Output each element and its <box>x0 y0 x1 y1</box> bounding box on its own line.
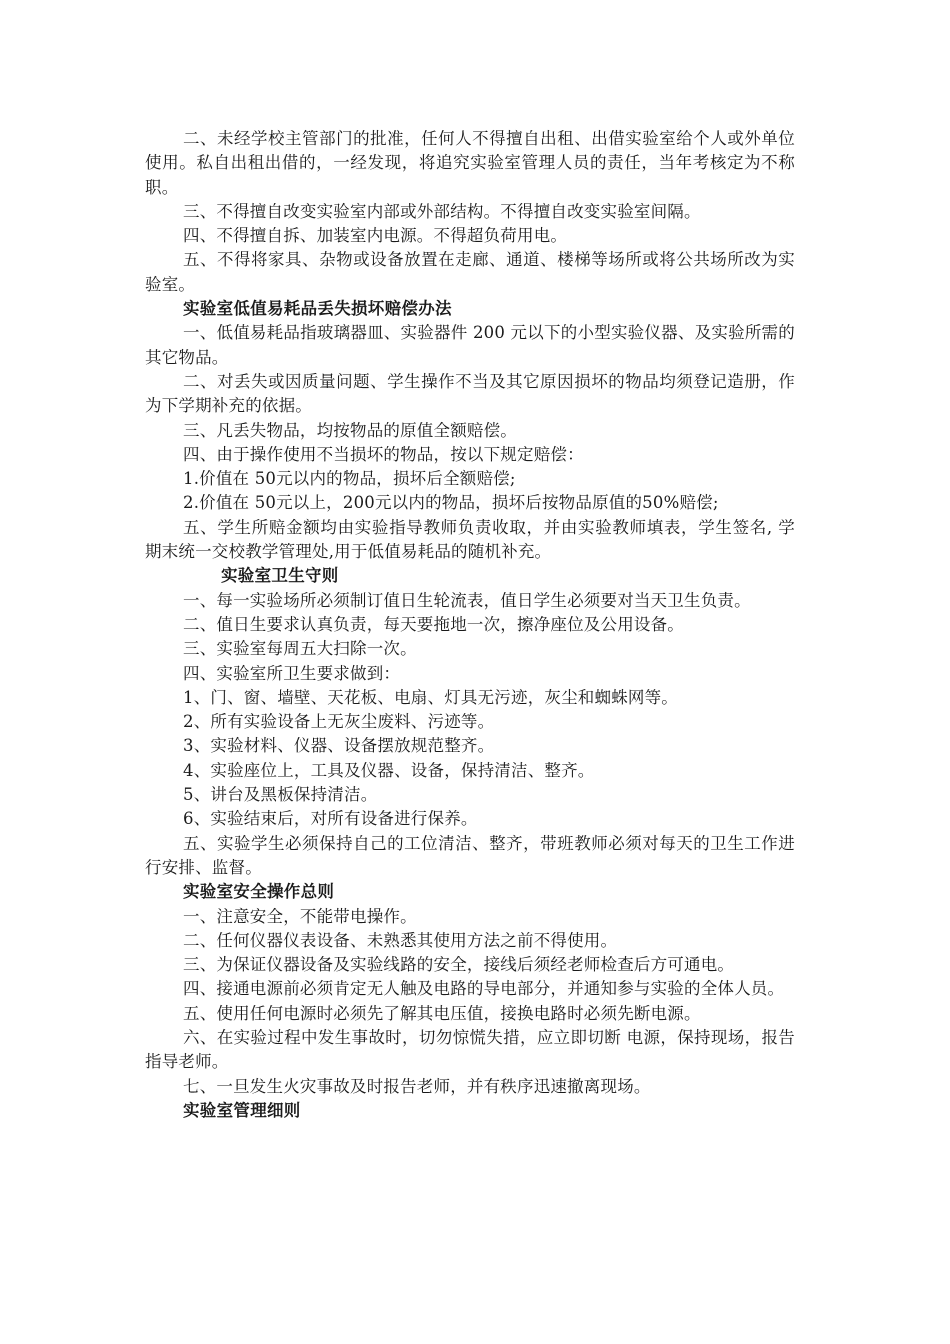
paragraph: 四、不得擅自拆、加装室内电源。不得超负荷用电。 <box>183 226 568 246</box>
paragraph: 七、一旦发生火灾事故及时报告老师，并有秩序迅速撤离现场。 <box>183 1076 651 1096</box>
section-heading: 实验室低值易耗品丢失损坏赔偿办法 <box>183 299 452 319</box>
paragraph: 一、注意安全，不能带电操作。 <box>183 906 417 926</box>
paragraph: 二、值日生要求认真负责，每天要拖地一次，擦净座位及公用设备。 <box>183 614 684 634</box>
section-heading: 实验室管理细则 <box>183 1100 301 1120</box>
paragraph: 一、低值易耗品指玻璃器皿、实验器件 200 元以下的小型实验仪器、及实验所需的其它物品。 <box>145 323 795 367</box>
paragraph: 5、讲台及黑板保持清洁。 <box>183 785 378 805</box>
paragraph: 四、实验室所卫生要求做到： <box>183 663 401 683</box>
paragraph: 五、使用任何电源时必须先了解其电压值，接换电路时必须先断电源。 <box>183 1003 701 1023</box>
paragraph: 二、任何仪器仪表设备、未熟悉其使用方法之前不得使用。 <box>183 930 618 950</box>
paragraph: 三、不得擅自改变实验室内部或外部结构。不得擅自改变实验室间隔。 <box>183 201 701 221</box>
paragraph: 五、实验学生必须保持自己的工位清洁、整齐，带班教师必须对每天的卫生工作进行安排、监督。 <box>145 833 795 877</box>
paragraph: 2.价值在 50元以上，200元以内的物品，损坏后按物品原值的50%赔偿; <box>183 493 719 513</box>
paragraph: 1.价值在 50元以内的物品，损坏后全额赔偿; <box>183 469 516 489</box>
paragraph: 6、实验结束后，对所有设备进行保养。 <box>183 809 478 829</box>
paragraph: 4、实验座位上，工具及仪器、设备，保持清洁、整齐。 <box>183 760 595 780</box>
paragraph: 四、接通电源前必须肯定无人触及电路的导电部分，并通知参与实验的全体人员。 <box>183 979 785 999</box>
paragraph: 三、实验室每周五大扫除一次。 <box>183 639 417 659</box>
paragraph: 1、门、窗、墙壁、天花板、电扇、灯具无污迹，灰尘和蜘蛛网等。 <box>183 687 678 707</box>
paragraph: 四、由于操作使用不当损坏的物品，按以下规定赔偿： <box>183 444 584 464</box>
paragraph: 三、为保证仪器设备及实验线路的安全，接线后须经老师检查后方可通电。 <box>183 955 735 975</box>
paragraph: 六、在实验过程中发生事故时，切勿惊慌失措，应立即切断 电源，保持现场，报告指导老师。 <box>145 1027 795 1072</box>
paragraph: 3、实验材料、仪器、设备摆放规范整齐。 <box>183 736 495 756</box>
paragraph: 二、未经学校主管部门的批准，任何人不得擅自出租、出借实验室给个人或外单位使用。私自出租出借的，一经发现，将追究实验室管理人员的责任，当年考核定为不称职。 <box>145 129 795 197</box>
paragraph: 二、对丢失或因质量问题、学生操作不当及其它原因损坏的物品均须登记造册，作为下学期补充的依据。 <box>145 371 795 416</box>
paragraph: 2、所有实验设备上无灰尘废料、污迹等。 <box>183 712 495 732</box>
paragraph: 三、凡丢失物品，均按物品的原值全额赔偿。 <box>183 420 517 440</box>
section-heading: 实验室安全操作总则 <box>183 882 335 902</box>
paragraph: 一、每一实验场所必须制订值日生轮流表，值日学生必须要对当天卫生负责。 <box>183 590 751 610</box>
section-heading: 实验室卫生守则 <box>221 566 339 586</box>
paragraph: 五、学生所赔金额均由实验指导教师负责收取，并由实验教师填表，学生签名, 学期末统一交校教学管理处,用于低值易耗品的随机补充。 <box>145 517 795 562</box>
document-body <box>145 127 795 1123</box>
paragraph: 五、不得将家具、杂物或设备放置在走廊、通道、楼梯等场所或将公共场所改为实验室。 <box>145 250 795 294</box>
